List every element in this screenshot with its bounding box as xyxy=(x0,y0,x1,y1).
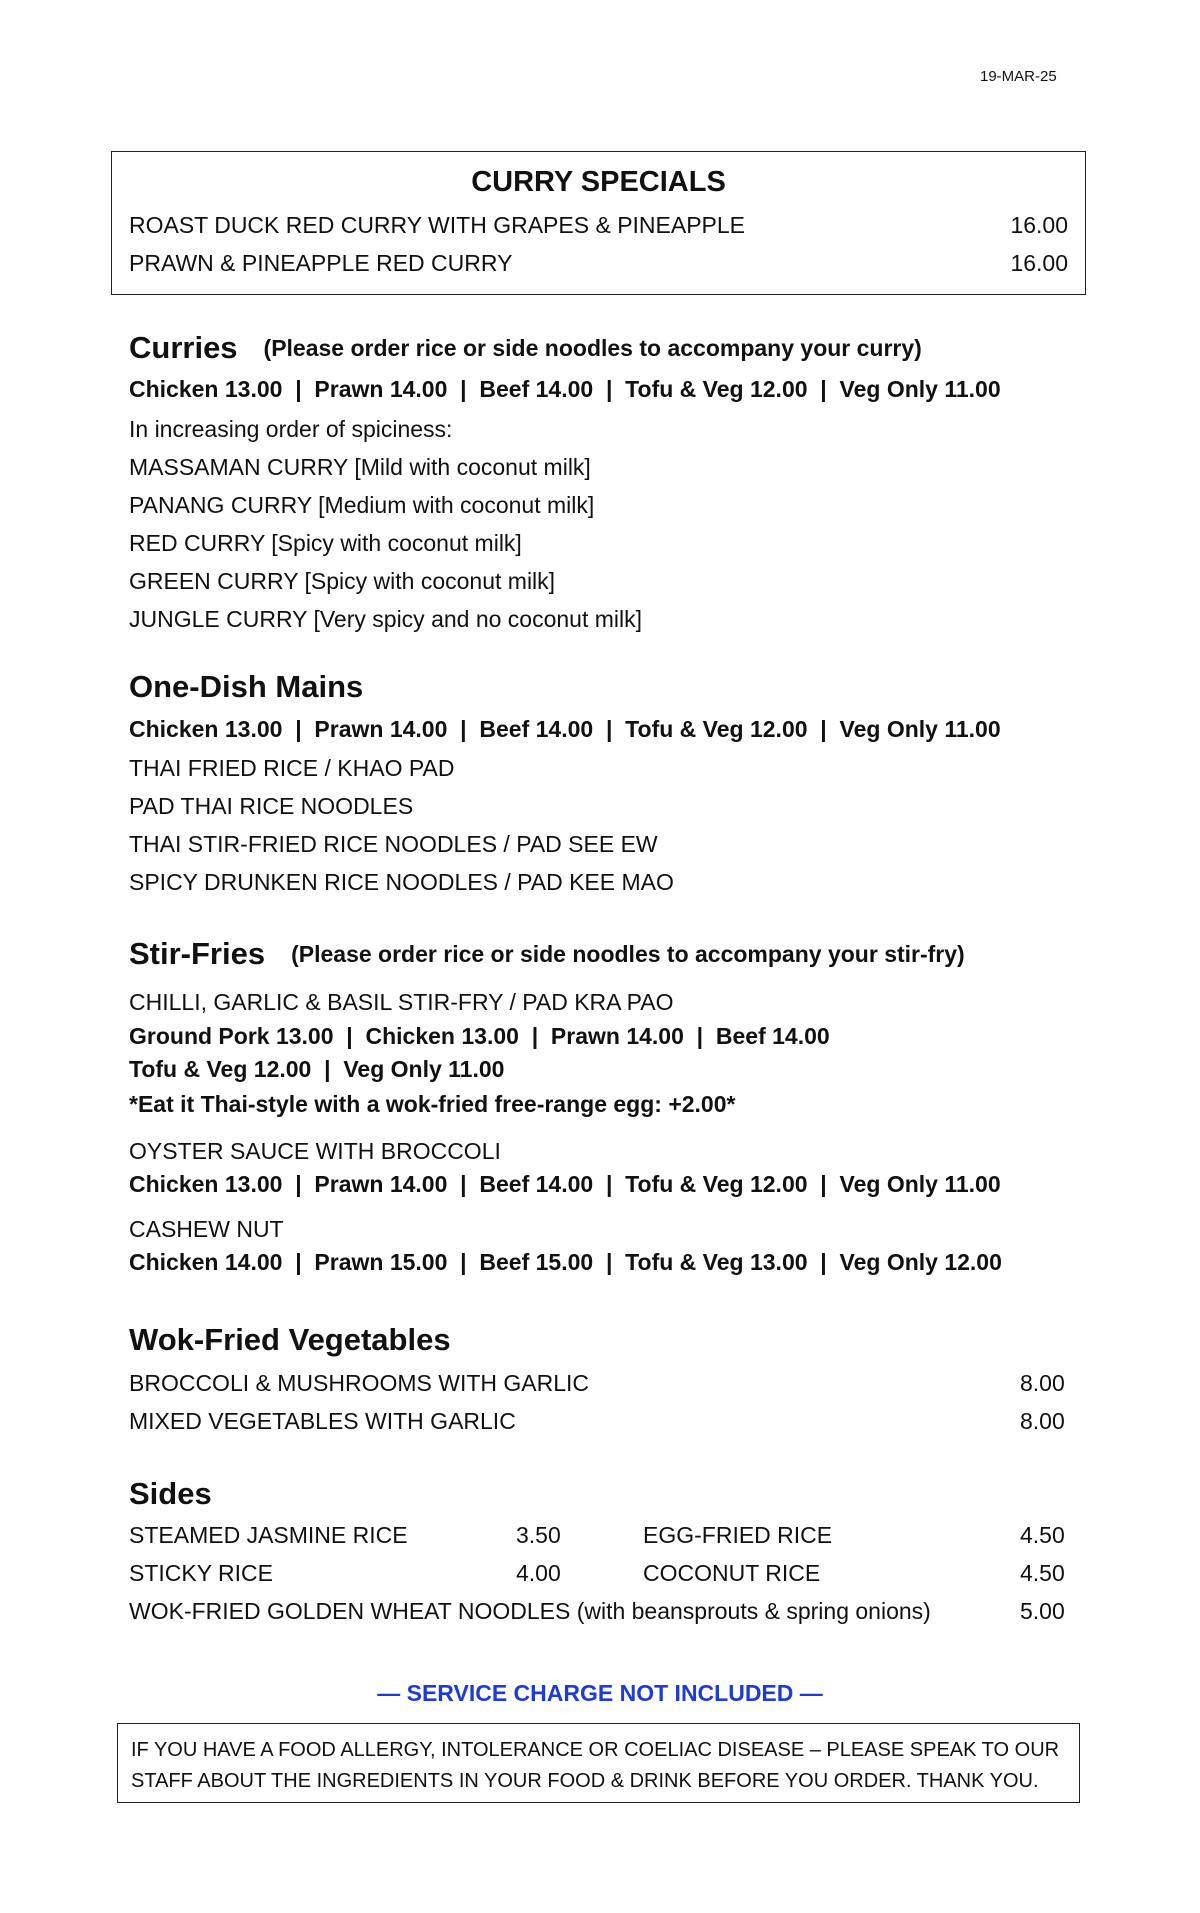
veg-item-name: BROCCOLI & MUSHROOMS WITH GARLIC xyxy=(129,1370,590,1396)
oyster-name: OYSTER SAUCE WITH BROCCOLI xyxy=(129,1138,501,1164)
veg-item-price: 8.00 xyxy=(1020,1408,1065,1434)
oyster-prices: Chicken 13.00 | Prawn 14.00 | Beef 14.00 | Tofu & Veg 12.00 | Veg Only 11.00 xyxy=(129,1171,1001,1197)
side-item-name: STICKY RICE xyxy=(129,1560,273,1586)
veg-item-price: 8.00 xyxy=(1020,1370,1065,1396)
mains-item: THAI STIR-FRIED RICE NOODLES / PAD SEE EW xyxy=(129,831,658,857)
side-item-name: EGG-FRIED RICE xyxy=(643,1522,833,1548)
cashew-name: CASHEW NUT xyxy=(129,1216,284,1242)
veg-item-name: MIXED VEGETABLES WITH GARLIC xyxy=(129,1408,516,1434)
curry-item: RED CURRY [Spicy with coconut milk] xyxy=(129,530,522,556)
mains-prices: Chicken 13.00 | Prawn 14.00 | Beef 14.00 | Tofu & Veg 12.00 | Veg Only 11.00 xyxy=(129,716,1001,742)
curries-heading xyxy=(129,330,922,366)
menu-date: 19-MAR-25 xyxy=(980,68,1057,85)
curries-note: (Please order rice or side noodles to accompany your curry) xyxy=(263,335,922,361)
side-item-price: 5.00 xyxy=(1020,1598,1065,1624)
curry-item: PANANG CURRY [Medium with coconut milk] xyxy=(129,492,595,518)
curry-item: JUNGLE CURRY [Very spicy and no coconut milk] xyxy=(129,606,643,632)
sides-title: Sides xyxy=(129,1476,212,1511)
side-item-price: 3.50 xyxy=(516,1522,561,1548)
side-item-name: COCONUT RICE xyxy=(643,1560,821,1586)
mains-title: One-Dish Mains xyxy=(129,669,364,704)
special-item xyxy=(129,250,1068,277)
side-item-name: WOK-FRIED GOLDEN WHEAT NOODLES (with beansprouts & spring onions) xyxy=(129,1598,931,1624)
special-item-price: 16.00 xyxy=(1010,250,1068,276)
side-item-price: 4.50 xyxy=(1020,1560,1065,1586)
stirfries-title: Stir-Fries xyxy=(129,936,266,971)
cashew-prices: Chicken 14.00 | Prawn 15.00 | Beef 15.00 | Tofu & Veg 13.00 | Veg Only 12.00 xyxy=(129,1249,1002,1275)
curries-intro: In increasing order of spiciness: xyxy=(129,416,453,442)
curry-item: MASSAMAN CURRY [Mild with coconut milk] xyxy=(129,454,591,480)
service-charge-notice: — SERVICE CHARGE NOT INCLUDED — xyxy=(377,1680,823,1706)
curry-specials-box xyxy=(111,151,1086,295)
specials-title: CURRY SPECIALS xyxy=(471,166,726,198)
mains-item: SPICY DRUNKEN RICE NOODLES / PAD KEE MAO xyxy=(129,869,674,895)
mains-item: PAD THAI RICE NOODLES xyxy=(129,793,414,819)
side-item-price: 4.50 xyxy=(1020,1522,1065,1548)
kra-pao-prices: Ground Pork 13.00 | Chicken 13.00 | Prawn 14.00 | Beef 14.00 xyxy=(129,1023,830,1049)
special-item-name: ROAST DUCK RED CURRY WITH GRAPES & PINEAPPLE xyxy=(129,212,746,238)
curry-item: GREEN CURRY [Spicy with coconut milk] xyxy=(129,568,556,594)
egg-note: *Eat it Thai-style with a wok-fried free-range egg: +2.00* xyxy=(129,1091,736,1117)
side-item-name: STEAMED JASMINE RICE xyxy=(129,1522,408,1548)
curries-prices: Chicken 13.00 | Prawn 14.00 | Beef 14.00 | Tofu & Veg 12.00 | Veg Only 11.00 xyxy=(129,376,1001,402)
kra-pao-name: CHILLI, GARLIC & BASIL STIR-FRY / PAD KRA PAO xyxy=(129,989,674,1015)
stirfries-note: (Please order rice or side noodles to accompany your stir-fry) xyxy=(291,941,965,967)
kra-pao-prices-2: Tofu & Veg 12.00 | Veg Only 11.00 xyxy=(129,1056,505,1082)
special-item-price: 16.00 xyxy=(1010,212,1068,238)
veg-title: Wok-Fried Vegetables xyxy=(129,1322,451,1357)
special-item xyxy=(129,212,1068,239)
allergy-notice: IF YOU HAVE A FOOD ALLERGY, INTOLERANCE OR COELIAC DISEASE – PLEASE SPEAK TO OUR STAFF ABOUT THE INGREDIENTS IN YOUR FOOD & DRINK BEFORE YOU ORDER. THANK YOU. xyxy=(117,1723,1080,1803)
curries-title: Curries xyxy=(129,330,238,365)
special-item-name: PRAWN & PINEAPPLE RED CURRY xyxy=(129,250,513,276)
mains-item: THAI FRIED RICE / KHAO PAD xyxy=(129,755,455,781)
stirfries-heading xyxy=(129,936,965,972)
side-item-price: 4.00 xyxy=(516,1560,561,1586)
